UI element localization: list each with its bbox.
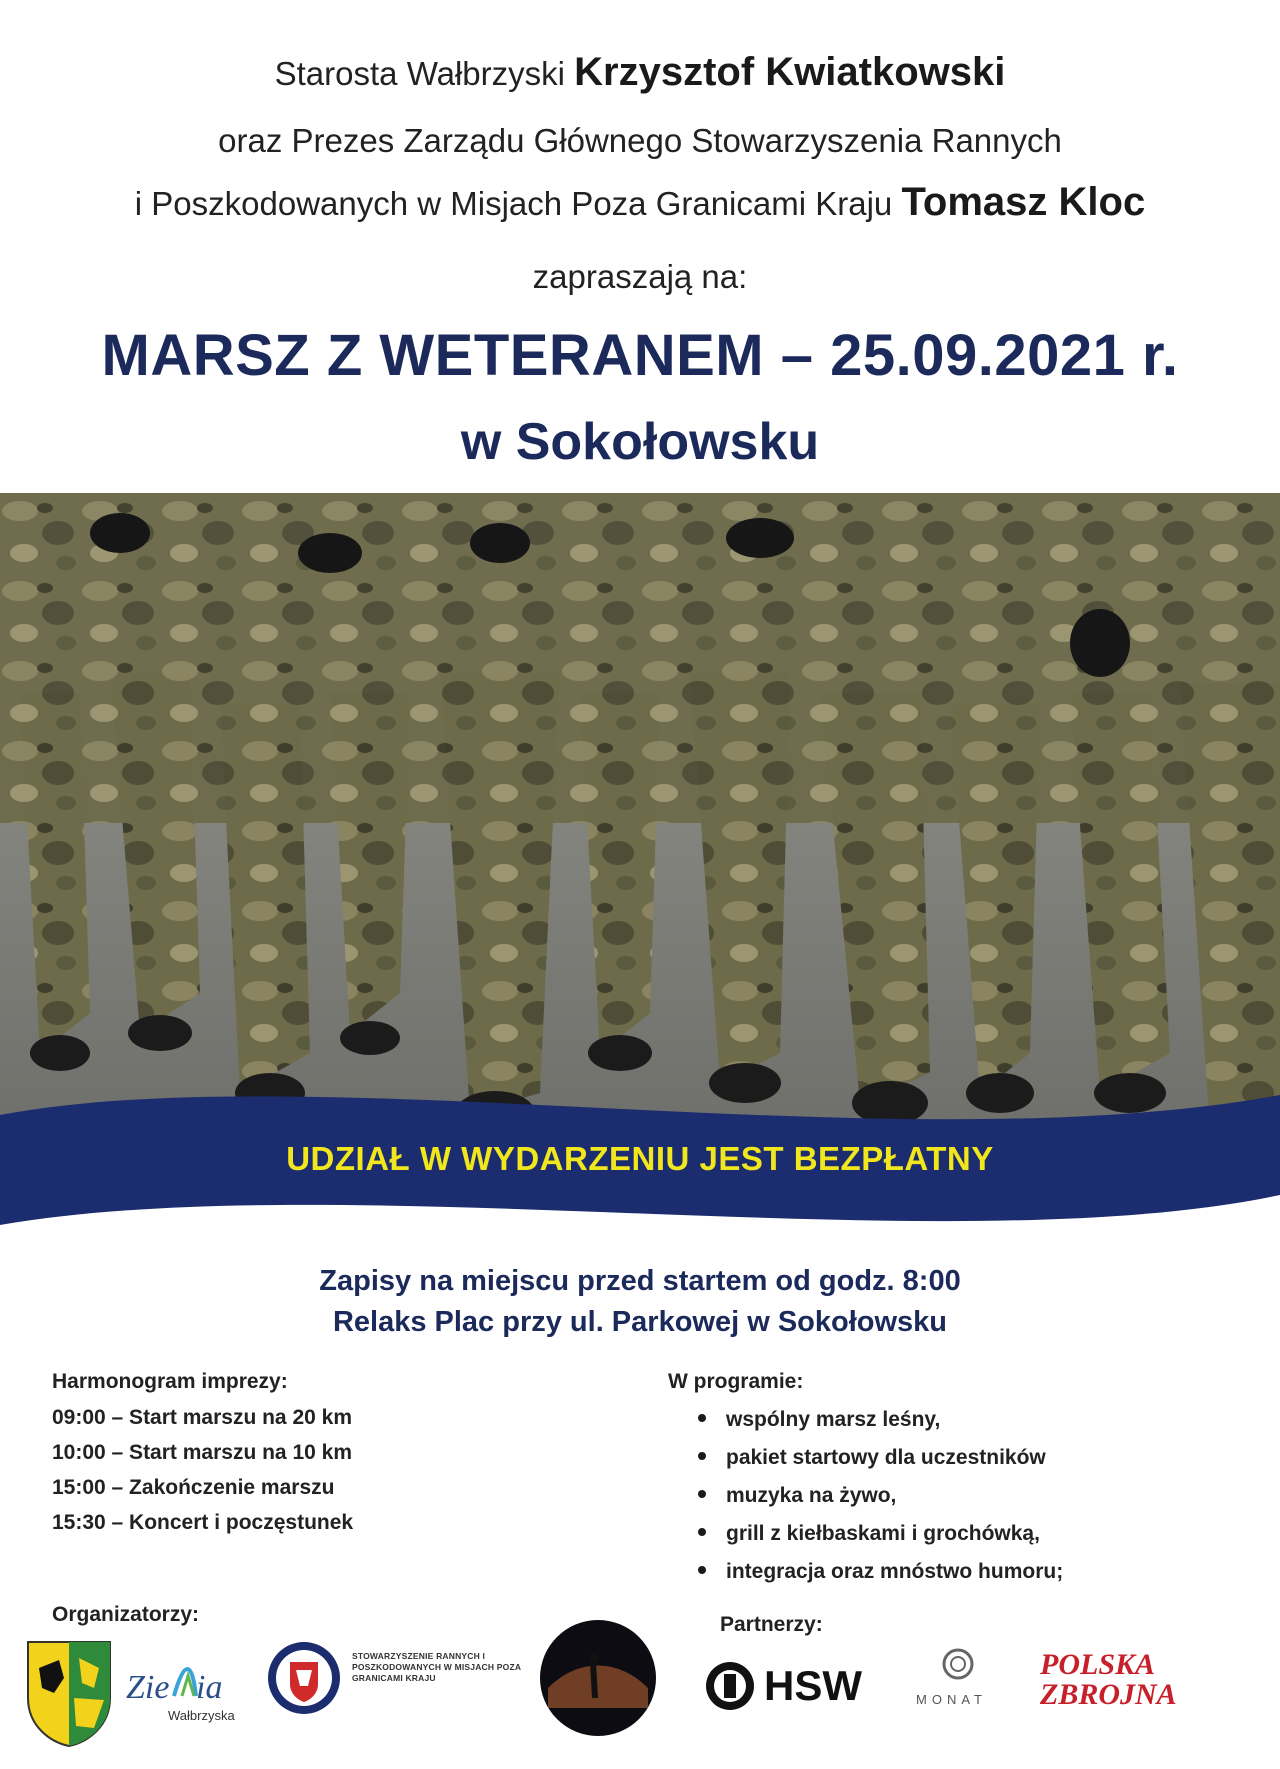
monat-ring-icon bbox=[910, 1646, 1020, 1686]
bullet-icon bbox=[698, 1566, 706, 1574]
schedule-item: 15:30 – Koncert i poczęstunek bbox=[52, 1511, 354, 1534]
program-item-text: muzyka na żywo, bbox=[726, 1484, 897, 1507]
program-item bbox=[698, 1446, 1046, 1470]
ziemia-swoosh-icon bbox=[126, 1650, 266, 1730]
program-item-text: integracja oraz mnóstwo humoru; bbox=[726, 1560, 1064, 1583]
schedule-heading: Harmonogram imprezy: bbox=[52, 1370, 288, 1393]
monat-text: MONAT bbox=[916, 1692, 987, 1707]
bullet-icon bbox=[698, 1528, 706, 1536]
intro-line-3-prefix: i Poszkodowanych w Misjach Poza Granicami Kraju bbox=[134, 185, 893, 222]
hsw-emblem-icon bbox=[704, 1658, 760, 1714]
monat-logo bbox=[910, 1646, 1020, 1726]
association-emblem-icon bbox=[266, 1640, 342, 1716]
registration-line-1: Zapisy na miejscu przed startem od godz. 8:00 bbox=[319, 1265, 961, 1297]
program-section bbox=[668, 1370, 1228, 1583]
host-name-1: Krzysztof Kwiatkowski bbox=[574, 50, 1006, 94]
ziemia-walbrzyska-logo bbox=[126, 1650, 266, 1730]
svg-text:Wałbrzyska: Wałbrzyska bbox=[168, 1708, 235, 1723]
soldiers-photo bbox=[0, 493, 1280, 1145]
program-item bbox=[698, 1408, 940, 1432]
bullet-icon bbox=[698, 1490, 706, 1498]
program-item bbox=[698, 1484, 896, 1508]
schedule-section bbox=[52, 1370, 612, 1540]
event-title: MARSZ Z WETERANEM – 25.09.2021 r. bbox=[101, 323, 1179, 388]
hsw-logo bbox=[704, 1658, 874, 1714]
bullet-icon bbox=[698, 1414, 706, 1422]
program-item-text: grill z kiełbaskami i grochówką, bbox=[726, 1522, 1040, 1545]
polska-zbrojna-text: POLSKA ZBROJNA bbox=[1040, 1648, 1177, 1711]
host-name-2: Tomasz Kloc bbox=[901, 180, 1146, 224]
partners-heading: Partnerzy: bbox=[720, 1613, 823, 1636]
program-item bbox=[698, 1522, 1040, 1546]
intro-line-1-prefix: Starosta Wałbrzyski bbox=[274, 55, 565, 92]
intro-line-1 bbox=[0, 50, 1280, 95]
schedule-item: 15:00 – Zakończenie marszu bbox=[52, 1476, 335, 1499]
svg-text:ia: ia bbox=[196, 1669, 223, 1706]
event-badge-icon bbox=[538, 1618, 658, 1738]
organizers-heading: Organizatorzy: bbox=[52, 1603, 200, 1626]
program-item-text: wspólny marsz leśny, bbox=[726, 1408, 941, 1431]
svg-text:Zie: Zie bbox=[126, 1669, 170, 1706]
coat-of-arms-icon bbox=[24, 1638, 114, 1748]
polska-zbrojna-logo bbox=[1040, 1648, 1260, 1718]
registration-line-2: Relaks Plac przy ul. Parkowej w Sokołowsku bbox=[332, 1306, 948, 1338]
schedule-item: 10:00 – Start marszu na 10 km bbox=[52, 1441, 352, 1464]
program-item-text: pakiet startowy dla uczestników bbox=[726, 1446, 1046, 1469]
bullet-icon bbox=[698, 1452, 706, 1460]
intro-line-2: oraz Prezes Zarządu Głównego Stowarzyszenia Rannych bbox=[218, 122, 1062, 159]
program-heading: W programie: bbox=[668, 1370, 804, 1393]
intro-line-3 bbox=[0, 180, 1280, 225]
schedule-item: 09:00 – Start marszu na 20 km bbox=[52, 1406, 352, 1429]
hsw-text: HSW bbox=[764, 1662, 862, 1709]
event-location: w Sokołowsku bbox=[460, 413, 820, 471]
free-participation-banner: UDZIAŁ W WYDARZENIU JEST BEZPŁATNY bbox=[286, 1140, 994, 1177]
association-name: STOWARZYSZENIE RANNYCH I POSZKODOWANYCH W MISJACH POZA GRANICAMI KRAJU bbox=[352, 1651, 521, 1683]
program-item bbox=[698, 1560, 1063, 1584]
intro-line-4: zapraszają na: bbox=[532, 258, 748, 295]
